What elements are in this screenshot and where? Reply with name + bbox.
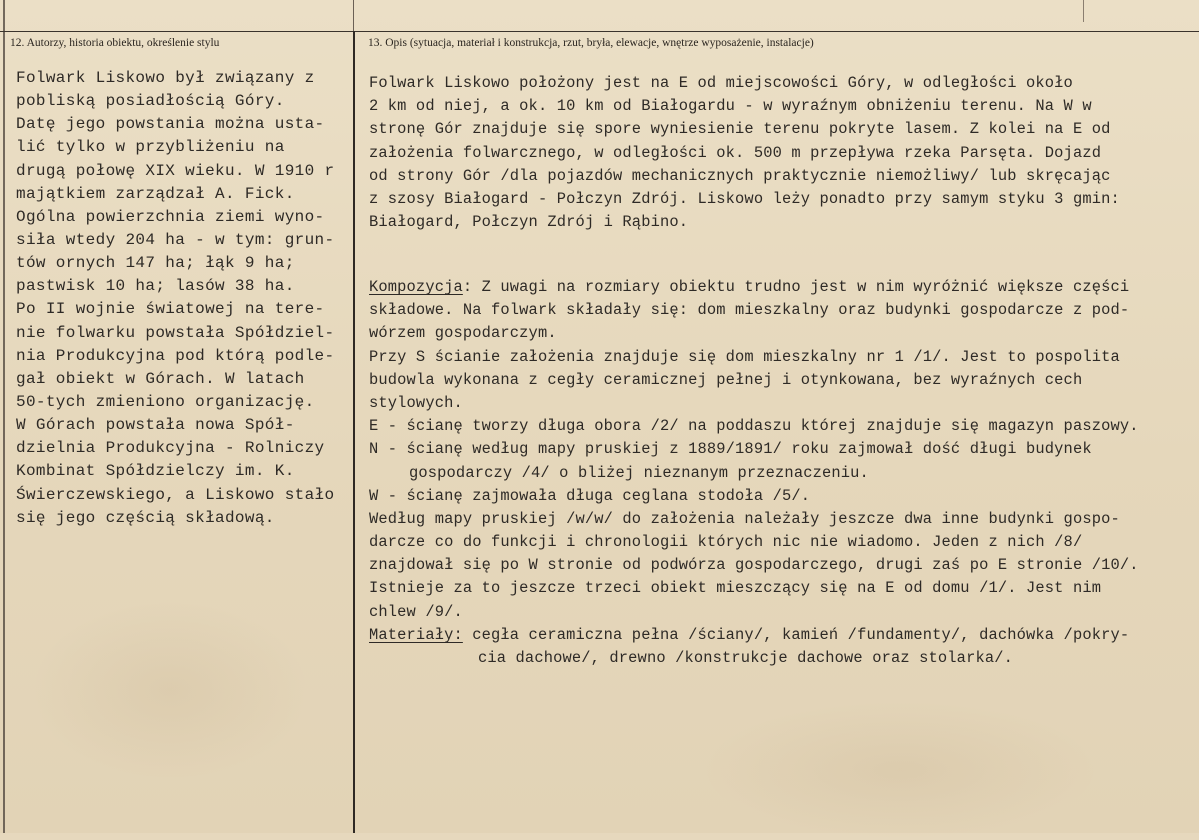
- section-13-header: 13. Opis (sytuacja, materiał i konstrukcja, rzut, bryła, elewacje, wnętrze wyposażenie, instalacje): [368, 37, 814, 49]
- left-border-line: [3, 0, 5, 833]
- text-line: nia Produkcyjna pod którą podle-: [16, 346, 335, 365]
- composition-first-line: [369, 276, 1139, 299]
- header-rule: [0, 31, 1199, 32]
- text-line: lić tylko w przybliżeniu na: [16, 138, 285, 157]
- text-line: Folwark Liskowo był związany z: [16, 69, 315, 87]
- text-line: 50-tych zmieniono organizację.: [16, 392, 315, 411]
- situation-text: [369, 72, 1120, 234]
- text-line: z szosy Białogard - Połczyn Zdrój. Liskowo leży ponadto przy samym styku 3 gmin:: [369, 189, 1120, 208]
- text-line: stronę Gór znajduje się spore wyniesienie terenu pokryte lasem. Z kolei na E od: [369, 120, 1111, 139]
- text-line: N - ścianę według mapy pruskiej z 1889/1891/ roku zajmował dość długi budynek: [369, 440, 1092, 459]
- materials-first-line: [369, 624, 1139, 647]
- text-line: pobliską posiadłością Góry.: [16, 92, 285, 111]
- text-line: założenia folwarcznego, w odległości ok. 500 m przepływa rzeka Parsęta. Dojazd: [369, 143, 1102, 162]
- text-line: nie folwarku powstała Spółdziel-: [16, 323, 335, 342]
- text-line: wórzem gospodarczym.: [369, 324, 557, 343]
- text-line: Przy S ścianie założenia znajduje się dom mieszkalny nr 1 /1/. Jest to pospolita: [369, 347, 1120, 366]
- text-fragment: : Z uwagi na rozmiary obiektu trudno jest w nim wyróżnić większe części: [462, 278, 1130, 296]
- paper-stain: [700, 700, 1100, 840]
- text-line: E - ścianę tworzy długa obora /2/ na poddaszu której znajduje się magazyn paszowy.: [369, 417, 1139, 436]
- text-line: Folwark Liskowo położony jest na E od miejscowości Góry, w odległości około: [369, 74, 1073, 92]
- text-line: stylowych.: [369, 393, 463, 412]
- text-line: od strony Gór /dla pojazdów mechanicznych praktycznie niemożliwy/ lub skręcając: [369, 166, 1111, 185]
- text-line: Kombinat Spółdzielczy im. K.: [16, 462, 295, 481]
- text-line: tów ornych 147 ha; łąk 9 ha;: [16, 254, 295, 273]
- text-line: się jego częścią składową.: [16, 508, 275, 527]
- text-line: pastwisk 10 ha; lasów 38 ha.: [16, 277, 295, 296]
- text-line: budowla wykonana z cegły ceramicznej pełnej i otynkowana, bez wyraźnych cech: [369, 370, 1083, 389]
- composition-text: [369, 276, 1139, 670]
- column-divider: [353, 31, 355, 833]
- text-line: darcze co do funkcji i chronologii których nic nie wiadomo. Jeden z nich /8/: [369, 533, 1083, 552]
- history-text: [16, 67, 334, 530]
- paper-stain: [30, 600, 310, 780]
- text-line: 2 km od niej, a ok. 10 km od Białogardu - w wyraźnym obniżeniu terenu. Na W w: [369, 97, 1092, 116]
- section-12-header: 12. Autorzy, historia obiektu, określenie stylu: [10, 37, 220, 49]
- text-line: siła wtedy 204 ha - w tym: grun-: [16, 230, 335, 249]
- text-line: Świerczewskiego, a Liskowo stało: [16, 485, 335, 504]
- text-line: Po II wojnie światowej na tere-: [16, 300, 325, 319]
- column-divider-top: [353, 0, 354, 31]
- composition-heading: Kompozycja: [369, 278, 463, 296]
- text-fragment: cegła ceramiczna pełna /ściany/, kamień /fundamenty/, dachówka /pokry-: [462, 625, 1130, 644]
- text-line: Według mapy pruskiej /w/w/ do założenia należały jeszcze dwa inne budynki gospo-: [369, 509, 1120, 528]
- materials-heading: Materiały:: [369, 625, 463, 644]
- text-line: drugą połowę XIX wieku. W 1910 r: [16, 161, 335, 180]
- text-line: Ogólna powierzchnia ziemi wyno-: [16, 207, 325, 226]
- text-line: chlew /9/.: [369, 602, 463, 621]
- text-line: W - ścianę zajmowała długa ceglana stodoła /5/.: [369, 486, 811, 505]
- text-line: Datę jego powstania można usta-: [16, 115, 325, 134]
- text-line: majątkiem zarządzał A. Fick.: [16, 184, 295, 203]
- text-line: Białogard, Połczyn Zdrój i Rąbino.: [369, 213, 689, 232]
- text-line: znajdował się po W stronie od podwórza gospodarczego, drugi zaś po E stronie /10/.: [369, 556, 1139, 575]
- margin-tick: [1083, 0, 1084, 22]
- text-line: składowe. Na folwark składały się: dom mieszkalny oraz budynki gospodarcze z pod-: [369, 301, 1130, 320]
- text-line: W Górach powstała nowa Spół-: [16, 416, 295, 435]
- text-line: dzielnia Produkcyjna - Rolniczy: [16, 439, 325, 458]
- text-line-indented: cia dachowe/, drewno /konstrukcje dachowe oraz stolarka/.: [478, 649, 1013, 667]
- text-line: gał obiekt w Górach. W latach: [16, 369, 305, 388]
- text-line-indented: gospodarczy /4/ o bliżej nieznanym przeznaczeniu.: [409, 463, 869, 482]
- text-line: Istnieje za to jeszcze trzeci obiekt mieszczący się na E od domu /1/. Jest nim: [369, 579, 1102, 598]
